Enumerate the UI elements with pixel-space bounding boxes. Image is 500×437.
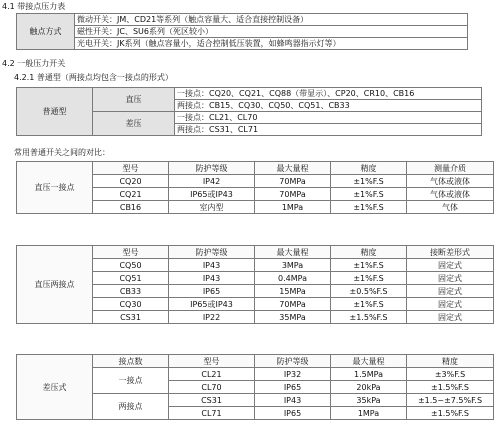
col-header: 型号 [169, 355, 255, 368]
cell: CB33 [93, 285, 169, 298]
cell: 20kPa [331, 381, 407, 394]
cell: ±1%F.S [331, 259, 407, 272]
differential-table [16, 354, 494, 420]
cell: ±0.5%F.S [331, 285, 407, 298]
contact-mode-table [16, 13, 468, 50]
cell: 35kPa [331, 394, 407, 407]
cell: 3MPa [255, 259, 331, 272]
cell: CQ30 [93, 298, 169, 311]
cell: ±1%F.S [331, 201, 407, 214]
cell: 1MPa [331, 407, 407, 420]
cell: CQ20 [93, 175, 169, 188]
group-row: 两接点：CS31、CL71 [175, 124, 482, 136]
direct-two-contact-label: 直压两接点 [17, 246, 93, 324]
col-header: 接点数 [93, 355, 169, 368]
cell: 35MPa [255, 311, 331, 324]
cell: ±1%F.S [331, 175, 407, 188]
cell: 固定式 [407, 259, 494, 272]
cell: ±1%F.S [331, 272, 407, 285]
cell: IP65或IP43 [169, 188, 255, 201]
cell: CQ51 [93, 272, 169, 285]
col-header: 最大量程 [331, 355, 407, 368]
cell: IP43 [169, 259, 255, 272]
cell: IP43 [169, 272, 255, 285]
cell: CS31 [93, 311, 169, 324]
comparison-heading: 常用普通开关之间的对比： [14, 148, 110, 157]
cell: 70MPa [255, 298, 331, 311]
cell: IP32 [255, 368, 331, 381]
cell: CL70 [169, 381, 255, 394]
ordinary-type-table [16, 87, 482, 136]
contact-count-two: 两接点 [93, 394, 169, 420]
cell: IP42 [169, 175, 255, 188]
cell: 气体或液体 [407, 188, 494, 201]
section-heading-4-2-1: 4.2.1 普通型（两接点均包含一接点的形式） [14, 73, 173, 82]
cell: 气体 [407, 201, 494, 214]
cell: ±1%F.S [331, 188, 407, 201]
col-header: 接断差形式 [407, 246, 494, 259]
contact-mode-row: 磁性开关：JC、SU6系列（死区较小） [75, 26, 468, 38]
cell: CL21 [169, 368, 255, 381]
col-header: 防护等级 [255, 355, 331, 368]
cell: IP65或IP43 [169, 298, 255, 311]
cell: ±1.5%F.S [407, 381, 494, 394]
cell: 气体或液体 [407, 175, 494, 188]
col-header: 防护等级 [169, 162, 255, 175]
cell: IP43 [255, 394, 331, 407]
col-header: 型号 [93, 246, 169, 259]
group-row: 一接点：CL21、CL70 [175, 112, 482, 124]
cell: 70MPa [255, 188, 331, 201]
direct-one-contact-label: 直压一接点 [17, 162, 93, 214]
differential-label: 差压式 [17, 355, 93, 420]
cell: IP65 [255, 407, 331, 420]
cell: IP65 [169, 285, 255, 298]
col-header: 最大量程 [255, 162, 331, 175]
col-header: 测量介质 [407, 162, 494, 175]
group-row: 一接点：CQ20、CQ21、CQ88（带显示）、CP20、CR10、CB16 [175, 88, 482, 100]
cell: ±1.5%F.S [331, 311, 407, 324]
cell: ±1.5~±7.5%F.S [407, 394, 494, 407]
ordinary-type-label: 普通型 [17, 88, 93, 136]
cell: 固定式 [407, 311, 494, 324]
cell: 1.5MPa [331, 368, 407, 381]
section-heading-4-1: 4.1 带接点压力表 [2, 2, 66, 11]
contact-mode-row: 微动开关：JM、CD21等系列（触点容量大、适合直接控制设备） [75, 14, 468, 26]
cell: ±1%F.S [331, 298, 407, 311]
cell: CB16 [93, 201, 169, 214]
cell: CQ21 [93, 188, 169, 201]
col-header: 精度 [331, 162, 407, 175]
cell: 固定式 [407, 285, 494, 298]
cell: 0.4MPa [255, 272, 331, 285]
group-diff-label: 差压 [93, 112, 175, 136]
cell: 室内型 [169, 201, 255, 214]
cell: CS31 [169, 394, 255, 407]
contact-mode-row: 光电开关：JK系列（触点容量小，适合控制低压装置，如蜂鸣器指示灯等） [75, 38, 468, 50]
col-header: 精度 [331, 246, 407, 259]
direct-one-contact-table [16, 161, 494, 214]
cell: ±1.5%F.S [407, 407, 494, 420]
cell: 70MPa [255, 175, 331, 188]
contact-count-one: 一接点 [93, 368, 169, 394]
contact-mode-label: 触点方式 [17, 14, 75, 50]
cell: CQ50 [93, 259, 169, 272]
col-header: 最大量程 [255, 246, 331, 259]
cell: IP65 [255, 381, 331, 394]
cell: 固定式 [407, 272, 494, 285]
cell: ±3%F.S [407, 368, 494, 381]
direct-two-contact-table [16, 245, 494, 324]
cell: 1MPa [255, 201, 331, 214]
col-header: 型号 [93, 162, 169, 175]
col-header: 精度 [407, 355, 494, 368]
cell: 15MPa [255, 285, 331, 298]
cell: 固定式 [407, 298, 494, 311]
group-direct-label: 直压 [93, 88, 175, 112]
cell: IP22 [169, 311, 255, 324]
group-row: 两接点：CB15、CQ30、CQ50、CQ51、CB33 [175, 100, 482, 112]
col-header: 防护等级 [169, 246, 255, 259]
cell: CL71 [169, 407, 255, 420]
section-heading-4-2: 4.2 一般压力开关 [2, 59, 66, 68]
